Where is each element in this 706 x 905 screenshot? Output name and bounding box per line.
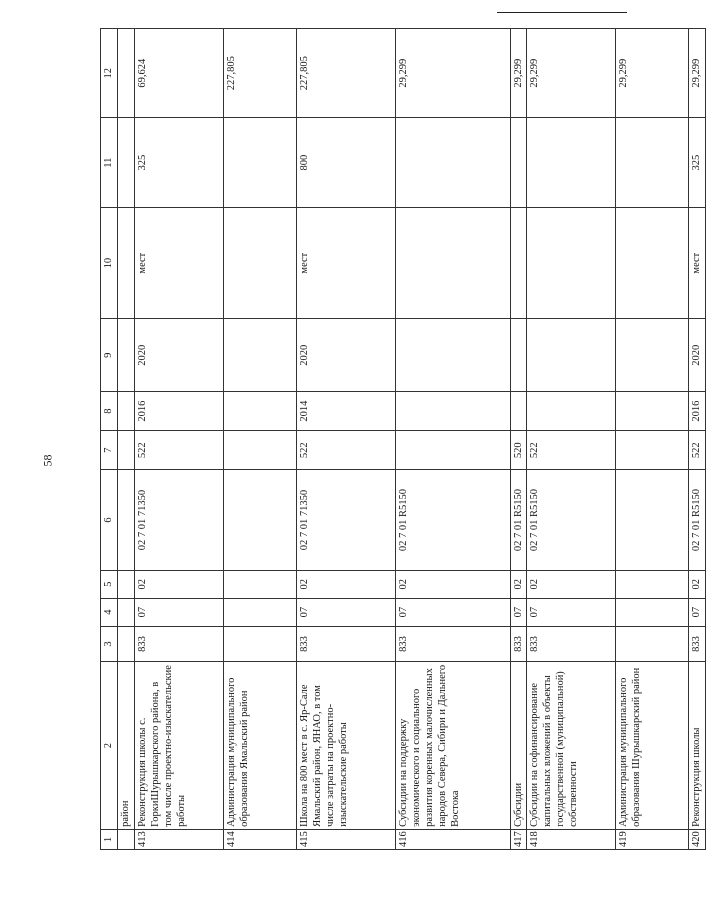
cell-expense-type: 522	[297, 431, 396, 470]
cell-start-year: 2014	[297, 392, 396, 431]
cell-target-code: 02 7 01 R5150	[511, 470, 527, 571]
cell-expense-type	[616, 431, 689, 470]
table-row	[511, 29, 527, 850]
column-header: 5	[101, 570, 118, 598]
table-body	[118, 29, 706, 850]
cell-end-year: 2020	[297, 319, 396, 392]
column-header: 4	[101, 598, 118, 626]
row-name: Школа на 800 мест в с. Яр-Сале Ямальский район, ЯНАО, в том числе затраты на проектно-изыскательские работы	[297, 662, 396, 830]
cell-target-code: 02 7 01 R5150	[527, 470, 616, 571]
cell-unit	[511, 207, 527, 319]
cell-admin-code: 833	[527, 626, 616, 662]
column-header: 7	[101, 431, 118, 470]
row-number: 420	[689, 829, 706, 849]
cell-section	[224, 598, 297, 626]
header-row	[101, 29, 118, 850]
column-header: 8	[101, 392, 118, 431]
cell-start-year	[224, 392, 297, 431]
table-row	[224, 29, 297, 850]
cell-capacity	[616, 118, 689, 207]
cell-amount: 69,624	[135, 29, 224, 118]
cell-amount: 29,299	[689, 29, 706, 118]
cell-unit	[224, 207, 297, 319]
row-name: Субсидии на поддержку экономического и социального развития коренных малочисленных народов Севера, Сибири и Дальнего Востока	[396, 662, 511, 830]
cell-start-year: 2016	[135, 392, 224, 431]
table-row	[297, 29, 396, 850]
cell-capacity: 325	[689, 118, 706, 207]
cell-admin-code: 833	[511, 626, 527, 662]
table-row	[527, 29, 616, 850]
cell-subsection: 02	[689, 570, 706, 598]
row-number: 417	[511, 829, 527, 849]
table-row	[118, 29, 135, 850]
cell-capacity	[396, 118, 511, 207]
cell-admin-code	[616, 626, 689, 662]
cell-start-year	[616, 392, 689, 431]
cell-subsection: 02	[297, 570, 396, 598]
table-row	[135, 29, 224, 850]
row-number: 413	[135, 829, 224, 849]
cell-subsection: 02	[511, 570, 527, 598]
cell-start-year	[118, 392, 135, 431]
cell-expense-type	[224, 431, 297, 470]
cell-target-code	[224, 470, 297, 571]
cell-end-year	[118, 319, 135, 392]
top-rule	[497, 12, 627, 13]
cell-start-year	[527, 392, 616, 431]
column-header: 10	[101, 207, 118, 319]
row-name: район	[118, 662, 135, 830]
cell-admin-code	[118, 626, 135, 662]
cell-expense-type: 520	[511, 431, 527, 470]
cell-section: 07	[689, 598, 706, 626]
cell-capacity	[527, 118, 616, 207]
cell-end-year	[511, 319, 527, 392]
table-row	[689, 29, 706, 850]
cell-section: 07	[297, 598, 396, 626]
cell-subsection: 02	[527, 570, 616, 598]
cell-admin-code: 833	[396, 626, 511, 662]
cell-amount: 29,299	[511, 29, 527, 118]
cell-expense-type: 522	[689, 431, 706, 470]
cell-capacity: 325	[135, 118, 224, 207]
cell-expense-type: 522	[527, 431, 616, 470]
row-number: 414	[224, 829, 297, 849]
cell-capacity	[511, 118, 527, 207]
row-number	[118, 829, 135, 849]
table-row	[396, 29, 511, 850]
cell-subsection: 02	[396, 570, 511, 598]
cell-unit	[118, 207, 135, 319]
cell-admin-code: 833	[689, 626, 706, 662]
column-header: 1	[101, 829, 118, 849]
rotated-table-container	[100, 28, 702, 850]
cell-subsection	[616, 570, 689, 598]
column-header: 11	[101, 118, 118, 207]
column-header: 9	[101, 319, 118, 392]
cell-capacity	[118, 118, 135, 207]
cell-target-code: 02 7 01 71350	[297, 470, 396, 571]
row-name: Реконструкция школы	[689, 662, 706, 830]
cell-start-year: 2016	[689, 392, 706, 431]
row-name: Субсидии	[511, 662, 527, 830]
cell-subsection	[224, 570, 297, 598]
cell-end-year	[396, 319, 511, 392]
cell-unit	[527, 207, 616, 319]
cell-section	[616, 598, 689, 626]
cell-admin-code	[224, 626, 297, 662]
cell-end-year: 2020	[135, 319, 224, 392]
cell-target-code: 02 7 01 71350	[135, 470, 224, 571]
page-number: 58	[40, 454, 55, 467]
row-name: Администрация муниципального образования Ямальский район	[224, 662, 297, 830]
column-header: 3	[101, 626, 118, 662]
cell-subsection: 02	[135, 570, 224, 598]
row-number: 415	[297, 829, 396, 849]
cell-admin-code: 833	[135, 626, 224, 662]
row-number: 416	[396, 829, 511, 849]
column-header: 6	[101, 470, 118, 571]
cell-amount: 227,805	[297, 29, 396, 118]
cell-expense-type	[118, 431, 135, 470]
cell-unit	[616, 207, 689, 319]
cell-amount: 29,299	[396, 29, 511, 118]
cell-capacity: 800	[297, 118, 396, 207]
cell-section	[118, 598, 135, 626]
cell-amount: 227,805	[224, 29, 297, 118]
cell-amount	[118, 29, 135, 118]
cell-target-code: 02 7 01 R5150	[396, 470, 511, 571]
cell-start-year	[396, 392, 511, 431]
row-number: 418	[527, 829, 616, 849]
cell-section: 07	[396, 598, 511, 626]
table-row	[616, 29, 689, 850]
cell-target-code: 02 7 01 R5150	[689, 470, 706, 571]
cell-section: 07	[511, 598, 527, 626]
cell-expense-type	[396, 431, 511, 470]
cell-unit: мест	[297, 207, 396, 319]
cell-target-code	[118, 470, 135, 571]
cell-amount: 29,299	[527, 29, 616, 118]
cell-target-code	[616, 470, 689, 571]
cell-unit	[396, 207, 511, 319]
row-number: 419	[616, 829, 689, 849]
row-name: Реконструкция школы с. ГоркиШурышкарского района, в том числе проектно-изыскательские работы	[135, 662, 224, 830]
cell-amount: 29,299	[616, 29, 689, 118]
cell-start-year	[511, 392, 527, 431]
cell-end-year	[224, 319, 297, 392]
cell-unit: мест	[689, 207, 706, 319]
cell-admin-code: 833	[297, 626, 396, 662]
cell-expense-type: 522	[135, 431, 224, 470]
cell-section: 07	[527, 598, 616, 626]
cell-end-year: 2020	[689, 319, 706, 392]
budget-table	[100, 28, 706, 850]
cell-end-year	[616, 319, 689, 392]
row-name: Субсидии на софинансирование капитальных вложений в объекты государственной (муниципальной) собственности	[527, 662, 616, 830]
column-header: 12	[101, 29, 118, 118]
column-header: 2	[101, 662, 118, 830]
cell-end-year	[527, 319, 616, 392]
cell-capacity	[224, 118, 297, 207]
cell-section: 07	[135, 598, 224, 626]
row-name: Администрация муниципального образования Шурышкарский район	[616, 662, 689, 830]
cell-unit: мест	[135, 207, 224, 319]
cell-subsection	[118, 570, 135, 598]
